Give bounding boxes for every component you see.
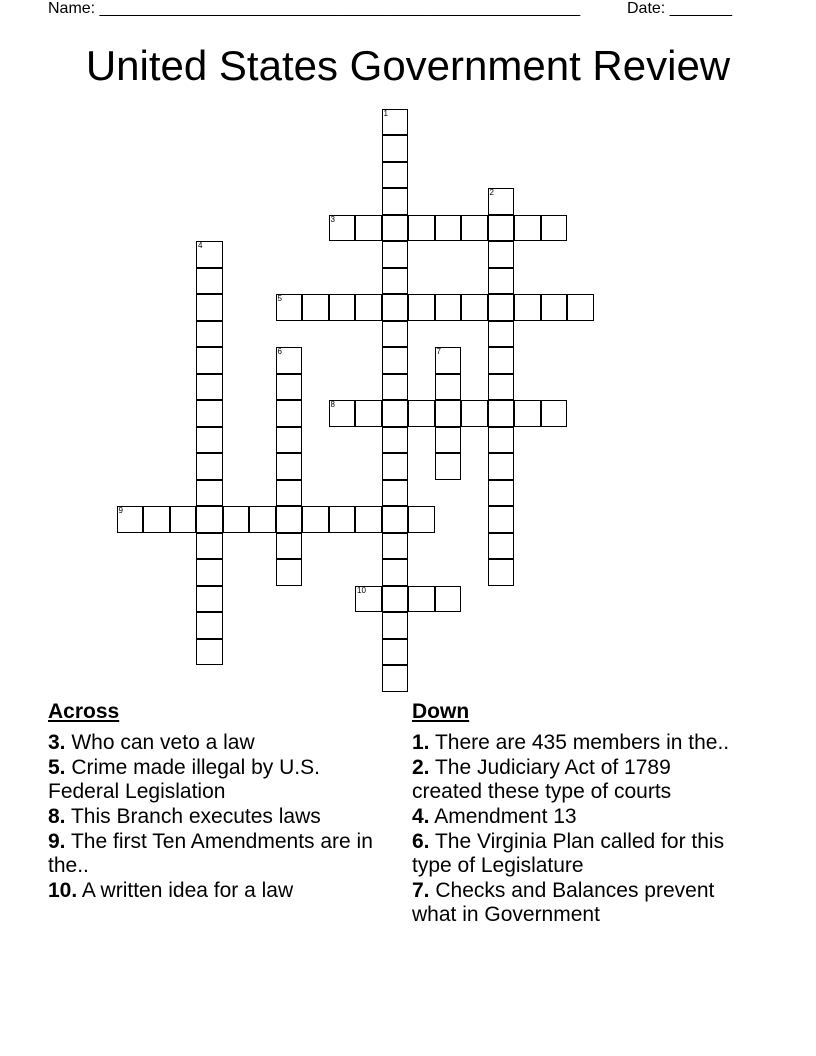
clue-number: 6. xyxy=(412,830,430,853)
down-clue xyxy=(412,830,742,878)
cell-number: 7 xyxy=(436,347,441,356)
crossword-cell[interactable] xyxy=(461,400,488,427)
clue-number: 5. xyxy=(48,756,66,779)
crossword-cell[interactable] xyxy=(329,294,356,321)
crossword-cell[interactable] xyxy=(382,321,409,348)
crossword-cell[interactable] xyxy=(329,400,356,427)
crossword-cell[interactable] xyxy=(488,241,515,268)
crossword-cell[interactable] xyxy=(329,215,356,242)
crossword-cell[interactable] xyxy=(488,506,515,533)
crossword-cell[interactable] xyxy=(514,400,541,427)
crossword-cell[interactable] xyxy=(461,294,488,321)
crossword-cell[interactable] xyxy=(382,109,409,136)
cell-number: 3 xyxy=(330,214,335,224)
clue-number: 8. xyxy=(48,805,66,828)
crossword-cell[interactable] xyxy=(276,453,303,480)
crossword-cell[interactable] xyxy=(382,162,409,189)
cell-number: 10 xyxy=(357,585,366,595)
crossword-cell[interactable] xyxy=(196,506,223,533)
crossword-cell[interactable] xyxy=(302,506,329,533)
clue-number: 7. xyxy=(412,879,430,902)
crossword-cell[interactable] xyxy=(382,639,409,666)
crossword-cell[interactable] xyxy=(382,374,409,401)
crossword-cell[interactable] xyxy=(196,427,223,454)
crossword-cell[interactable] xyxy=(276,559,303,586)
across-clue xyxy=(48,879,378,903)
crossword-cell[interactable] xyxy=(196,294,223,321)
crossword-cell[interactable] xyxy=(276,347,303,374)
crossword-cell[interactable] xyxy=(276,480,303,507)
clue-number: 4. xyxy=(412,805,430,828)
across-clue xyxy=(48,805,378,829)
crossword-cell[interactable] xyxy=(514,215,541,242)
crossword-cell[interactable] xyxy=(488,188,515,215)
crossword-cell[interactable] xyxy=(488,453,515,480)
name-line: Name: ______________________________________________________ xyxy=(48,0,581,17)
clue-number: 1. xyxy=(412,731,430,754)
across-clue xyxy=(48,830,378,878)
crossword-cell[interactable] xyxy=(435,374,462,401)
crossword-cell[interactable] xyxy=(382,215,409,242)
cell-number: 6 xyxy=(277,347,282,356)
crossword-cell[interactable] xyxy=(329,506,356,533)
crossword-cell[interactable] xyxy=(276,374,303,401)
crossword-cell[interactable] xyxy=(170,506,197,533)
crossword-cell[interactable] xyxy=(355,215,382,242)
crossword-cell[interactable] xyxy=(541,400,568,427)
clue-number: 3. xyxy=(48,731,66,754)
across-heading: Across xyxy=(48,700,120,723)
clue-number: 10. xyxy=(48,879,78,902)
crossword-cell[interactable] xyxy=(196,241,223,268)
down-clue xyxy=(412,756,742,804)
crossword-cell[interactable] xyxy=(488,347,515,374)
across-clue xyxy=(48,731,378,755)
crossword-cell[interactable] xyxy=(382,586,409,613)
crossword-cell[interactable] xyxy=(196,586,223,613)
across-clues xyxy=(48,700,378,904)
date-line: Date: _______ xyxy=(627,0,732,17)
crossword-cell[interactable] xyxy=(435,400,462,427)
crossword-cell[interactable] xyxy=(514,294,541,321)
crossword-cell[interactable] xyxy=(435,294,462,321)
crossword-cell[interactable] xyxy=(488,294,515,321)
crossword-cell[interactable] xyxy=(382,665,409,692)
crossword-cell[interactable] xyxy=(541,215,568,242)
clue-text: The first Ten Amendments are in the.. xyxy=(48,830,373,877)
crossword-cell[interactable] xyxy=(408,215,435,242)
crossword-cell[interactable] xyxy=(382,188,409,215)
down-clues xyxy=(412,700,742,928)
crossword-cell[interactable] xyxy=(541,294,568,321)
page-title: United States Government Review xyxy=(85,42,731,89)
crossword-cell[interactable] xyxy=(196,268,223,295)
crossword-cell[interactable] xyxy=(382,268,409,295)
crossword-cell[interactable] xyxy=(276,533,303,560)
cell-number: 2 xyxy=(489,188,494,197)
crossword-cell[interactable] xyxy=(488,427,515,454)
crossword-cell[interactable] xyxy=(382,241,409,268)
crossword-cell[interactable] xyxy=(488,268,515,295)
cell-number: 9 xyxy=(118,506,123,515)
cell-number: 4 xyxy=(198,241,203,250)
crossword-cell[interactable] xyxy=(196,347,223,374)
cell-number: 8 xyxy=(330,400,335,409)
crossword-cell[interactable] xyxy=(488,480,515,507)
crossword-cell[interactable] xyxy=(196,639,223,666)
crossword-cell[interactable] xyxy=(408,400,435,427)
crossword-cell[interactable] xyxy=(382,135,409,162)
clue-text: Amendment 13 xyxy=(429,805,577,828)
crossword-cell[interactable] xyxy=(461,215,488,242)
crossword-cell[interactable] xyxy=(488,533,515,560)
crossword-cell[interactable] xyxy=(276,506,303,533)
crossword-cell[interactable] xyxy=(355,294,382,321)
crossword-cell[interactable] xyxy=(488,559,515,586)
crossword-cell[interactable] xyxy=(408,294,435,321)
crossword-cell[interactable] xyxy=(196,453,223,480)
crossword-cell[interactable] xyxy=(382,480,409,507)
crossword-cell[interactable] xyxy=(302,294,329,321)
crossword-cell[interactable] xyxy=(408,586,435,613)
crossword-cell[interactable] xyxy=(488,321,515,348)
cell-number: 1 xyxy=(383,108,388,118)
crossword-cell[interactable] xyxy=(196,559,223,586)
crossword-cell[interactable] xyxy=(117,506,144,533)
crossword-cell[interactable] xyxy=(276,294,303,321)
crossword-cell[interactable] xyxy=(196,321,223,348)
crossword-cell[interactable] xyxy=(435,453,462,480)
across-clue xyxy=(48,756,378,804)
crossword-cell[interactable] xyxy=(408,506,435,533)
crossword-cell[interactable] xyxy=(249,506,276,533)
crossword-cell[interactable] xyxy=(435,586,462,613)
crossword-cell[interactable] xyxy=(567,294,594,321)
clue-text: The Virginia Plan called for this type of Legislature xyxy=(412,830,725,877)
clue-text: Checks and Balances prevent what in Government xyxy=(412,879,715,926)
clue-number: 2. xyxy=(412,756,430,779)
clue-text: Crime made illegal by U.S. Federal Legislation xyxy=(48,756,320,803)
down-clue xyxy=(412,731,742,755)
crossword-cell[interactable] xyxy=(382,347,409,374)
crossword-cell[interactable] xyxy=(382,612,409,639)
crossword-cell[interactable] xyxy=(196,400,223,427)
crossword-cell[interactable] xyxy=(382,533,409,560)
clue-text: This Branch executes laws xyxy=(65,805,321,828)
crossword-cell[interactable] xyxy=(435,215,462,242)
crossword-cell[interactable] xyxy=(355,400,382,427)
crossword-cell[interactable] xyxy=(488,400,515,427)
crossword-cell[interactable] xyxy=(382,427,409,454)
crossword-cell[interactable] xyxy=(355,586,382,613)
crossword-cell[interactable] xyxy=(196,533,223,560)
down-heading: Down xyxy=(412,700,470,723)
clue-text: There are 435 members in the.. xyxy=(429,731,730,754)
crossword-cell[interactable] xyxy=(276,400,303,427)
crossword-cell[interactable] xyxy=(355,506,382,533)
cell-number: 5 xyxy=(277,294,282,303)
crossword-cell[interactable] xyxy=(143,506,170,533)
crossword-cell[interactable] xyxy=(382,453,409,480)
crossword-cell[interactable] xyxy=(196,374,223,401)
crossword-cell[interactable] xyxy=(276,427,303,454)
crossword-cell[interactable] xyxy=(435,427,462,454)
clue-text: Who can veto a law xyxy=(65,731,255,754)
crossword-cell[interactable] xyxy=(223,506,250,533)
crossword-cell[interactable] xyxy=(382,559,409,586)
clue-number: 9. xyxy=(48,830,66,853)
crossword-cell[interactable] xyxy=(382,294,409,321)
crossword-cell[interactable] xyxy=(196,612,223,639)
crossword-cell[interactable] xyxy=(488,215,515,242)
clue-text: A written idea for a law xyxy=(77,879,294,902)
clue-text: The Judiciary Act of 1789 created these type of courts xyxy=(412,756,672,803)
crossword-cell[interactable] xyxy=(435,347,462,374)
crossword-cell[interactable] xyxy=(382,506,409,533)
down-clue xyxy=(412,879,742,927)
down-clue xyxy=(412,805,742,829)
crossword-cell[interactable] xyxy=(488,374,515,401)
crossword-cell[interactable] xyxy=(196,480,223,507)
crossword-cell[interactable] xyxy=(382,400,409,427)
